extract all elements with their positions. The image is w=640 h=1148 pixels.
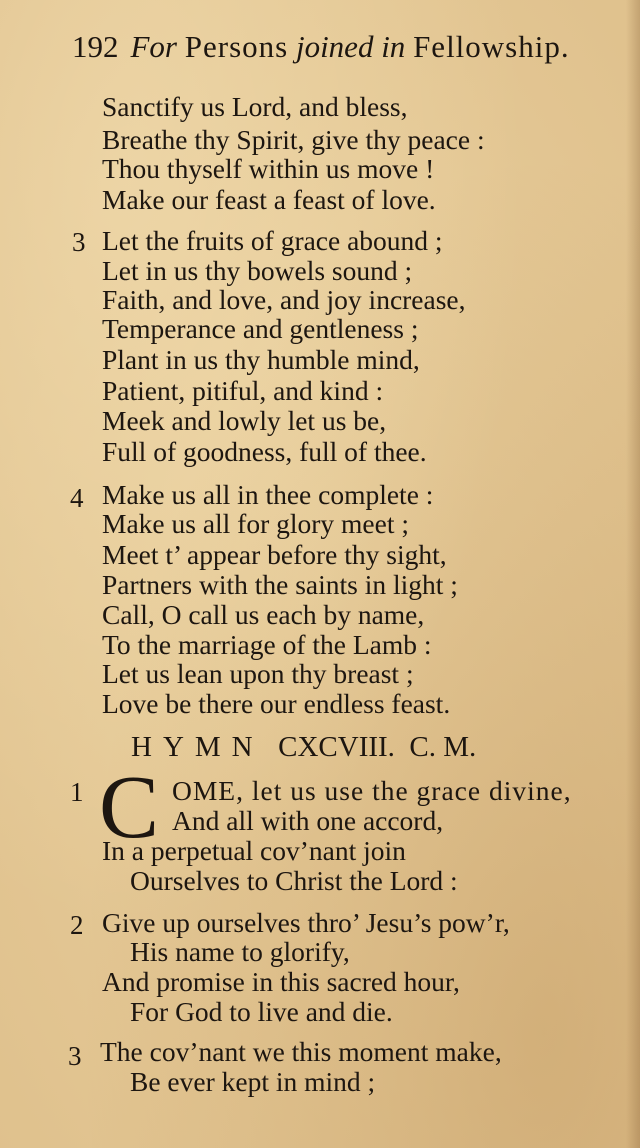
- verse-line: For God to live and die.: [130, 996, 393, 1027]
- verse-line: Meek and lowly let us be,: [102, 405, 387, 436]
- verse-line: Meet t’ appear before thy sight,: [102, 539, 447, 570]
- verse-line: Full of goodness, full of thee.: [102, 436, 427, 467]
- stanza-number: 4: [70, 483, 84, 513]
- verse-line: Let in us thy bowels sound ;: [102, 255, 413, 286]
- drop-cap: C: [99, 758, 160, 857]
- verse-line: Love be there our endless feast.: [102, 688, 451, 719]
- verse-line: Patient, pitiful, and kind :: [102, 375, 384, 406]
- verse-line: Make our feast a feast of love.: [102, 184, 436, 215]
- verse-line: Partners with the saints in light ;: [102, 569, 458, 600]
- hymn-heading: [131, 731, 476, 763]
- header-persons: Persons: [184, 29, 289, 64]
- verse-line: Be ever kept in mind ;: [130, 1066, 376, 1097]
- verse-line: Breathe thy Spirit, give thy peace :: [102, 124, 485, 155]
- verse-line: Temperance and gentleness ;: [102, 313, 419, 344]
- verse-line: Make us all in thee complete :: [102, 479, 434, 510]
- verse-line: His name to glorify,: [130, 936, 350, 967]
- hymn-number: CXCVIII.: [278, 731, 395, 763]
- first-line-text: OME, let us use the grace divine,: [172, 775, 572, 806]
- verse-line: To the marriage of the Lamb :: [102, 629, 432, 660]
- stanza-number: 3: [72, 227, 86, 257]
- verse-line: [172, 776, 572, 805]
- verse-number: 1: [70, 777, 84, 807]
- verse-number: 2: [70, 910, 84, 940]
- page-number: 192: [72, 29, 119, 64]
- verse-line: Ourselves to Christ the Lord :: [130, 865, 458, 896]
- verse-line: Sanctify us Lord, and bless,: [102, 91, 408, 122]
- header-fellowship: Fellowship.: [413, 29, 570, 64]
- hymn-word: HYMN: [131, 731, 264, 763]
- verse-line: And promise in this sacred hour,: [102, 966, 460, 997]
- running-header: [72, 30, 570, 64]
- verse-line: In a perpetual cov’nant join: [102, 835, 406, 866]
- verse-line: Let us lean upon thy breast ;: [102, 658, 414, 689]
- verse-line: Faith, and love, and joy increase,: [102, 284, 466, 315]
- header-for: For: [130, 29, 177, 64]
- verse-line: Thou thyself within us move !: [102, 153, 435, 184]
- verse-line: Plant in us thy humble mind,: [102, 344, 420, 375]
- page-edge-shadow: [626, 0, 640, 1148]
- verse-line: Let the fruits of grace abound ;: [102, 225, 443, 256]
- verse-line: The cov’nant we this moment make,: [100, 1036, 502, 1067]
- verse-line: And all with one accord,: [172, 805, 444, 836]
- verse-line: Call, O call us each by name,: [102, 599, 425, 630]
- hymn-metre: C. M.: [409, 731, 477, 763]
- header-joined-in: joined in: [295, 29, 406, 64]
- verse-line: Give up ourselves thro’ Jesu’s pow’r,: [102, 907, 510, 938]
- verse-number: 3: [68, 1041, 82, 1071]
- verse-line: Make us all for glory meet ;: [102, 508, 409, 539]
